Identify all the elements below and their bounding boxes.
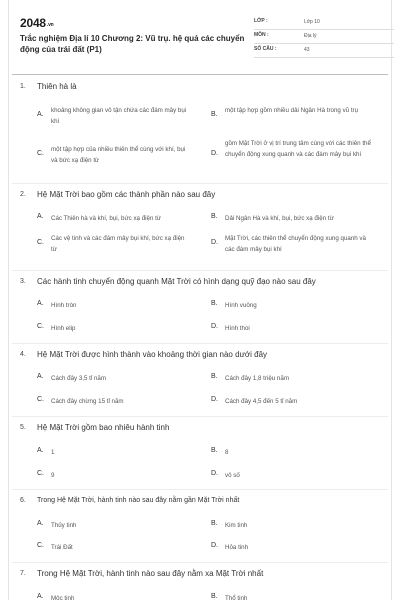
option-text: Hình thoi <box>225 325 250 332</box>
option-letter: B. <box>211 373 218 380</box>
meta-row-class <box>254 16 394 30</box>
option-letter: B. <box>211 520 218 527</box>
question-text: Các hành tinh chuyển động quanh Mặt Trời có hình dạng quỹ đạo nào sau đây <box>37 277 316 286</box>
question-7 <box>20 568 380 600</box>
option-text: khoảng không gian vô tận chứa các đám mây bụi khí <box>51 107 187 125</box>
question-3 <box>20 276 380 342</box>
question-number: 2. <box>20 191 26 198</box>
question-header <box>20 495 380 509</box>
question-text: Trong Hệ Mặt Trời, hành tinh nào sau đây nằm xa Mặt Trời nhất <box>37 569 264 578</box>
option-text: Cách đây 1,8 triệu năm <box>225 375 289 382</box>
question-header <box>20 568 380 582</box>
question-number: 5. <box>20 424 26 431</box>
option-text: Dải Ngân Hà và khí, bụi, bức xạ điện từ <box>225 215 334 222</box>
question-2 <box>20 189 380 269</box>
question-divider <box>12 416 388 417</box>
option-letter: D. <box>211 396 218 403</box>
option-letter: C. <box>37 542 44 549</box>
option-letter: D. <box>211 150 218 157</box>
option-letter: A. <box>37 593 44 600</box>
question-4 <box>20 349 380 415</box>
option-text: Kim tinh <box>225 522 248 529</box>
question-text: Hệ Mặt Trời được hình thành vào khoảng thời gian nào dưới đây <box>37 350 268 359</box>
meta-key: SỐ CÂU : <box>254 46 277 52</box>
question-header <box>20 81 380 95</box>
option-letter: A. <box>37 373 44 380</box>
meta-info-table <box>254 16 394 58</box>
meta-value: Địa lý <box>304 33 317 39</box>
question-divider <box>12 270 388 271</box>
option-text: Cách đây chừng 15 tỉ năm <box>51 398 124 405</box>
site-logo[interactable] <box>20 16 54 30</box>
option-text: 1 <box>51 449 55 456</box>
option-text: một tập hợp của nhiều thiên thể cùng với khí, bụi và bức xạ điện từ <box>51 146 186 164</box>
meta-key: MÔN : <box>254 32 269 38</box>
question-1 <box>20 81 380 181</box>
option-letter: D. <box>211 323 218 330</box>
meta-key: LỚP : <box>254 18 268 24</box>
option-letter: C. <box>37 396 44 403</box>
option-text: Các Thiên hà và khí, bụi, bức xạ điện từ <box>51 215 161 222</box>
option-letter: B. <box>211 111 218 118</box>
question-5 <box>20 422 380 488</box>
option-letter: C. <box>37 239 44 246</box>
meta-row-question-count <box>254 44 394 58</box>
option-letter: B. <box>211 213 218 220</box>
option-letter: C. <box>37 470 44 477</box>
option-letter: D. <box>211 239 218 246</box>
option-letter: A. <box>37 111 44 118</box>
option-text: 9 <box>51 472 55 479</box>
page-edge-right <box>391 0 392 600</box>
question-number: 3. <box>20 278 26 285</box>
option-letter: D. <box>211 470 218 477</box>
option-text: Thủy tinh <box>51 522 77 529</box>
option-letter: C. <box>37 323 44 330</box>
option-letter: B. <box>211 593 218 600</box>
question-text: Hệ Mặt Trời gồm bao nhiêu hành tinh <box>37 423 170 432</box>
question-number: 1. <box>20 83 26 90</box>
question-header <box>20 349 380 363</box>
option-letter: B. <box>211 300 218 307</box>
meta-row-subject <box>254 30 394 44</box>
option-text: Mặt Trời, các thiên thể chuyển động xung quanh và các đám mây bụi khí <box>225 235 366 253</box>
question-divider <box>12 562 388 563</box>
option-letter: A. <box>37 447 44 454</box>
question-text: Hệ Mặt Trời bao gồm các thành phần nào sau đây <box>37 190 216 199</box>
option-text: Các vệ tinh và các đám mây bụi khí, bức xạ điện từ <box>51 235 185 253</box>
option-text: Thổ tinh <box>225 595 248 600</box>
option-text: Hình tròn <box>51 302 77 309</box>
option-text: 8 <box>225 449 229 456</box>
option-letter: D. <box>211 542 218 549</box>
option-letter: A. <box>37 520 44 527</box>
question-number: 4. <box>20 351 26 358</box>
question-divider <box>12 343 388 344</box>
question-header <box>20 422 380 436</box>
page-edge-left <box>8 0 9 600</box>
option-letter: A. <box>37 300 44 307</box>
meta-value: 43 <box>304 47 310 53</box>
question-6 <box>20 495 380 561</box>
question-header <box>20 189 380 203</box>
option-letter: C. <box>37 150 44 157</box>
meta-value: Lớp 10 <box>304 19 320 25</box>
option-text: Hỏa tinh <box>225 544 249 551</box>
option-letter: A. <box>37 213 44 220</box>
option-text: một tập hợp gồm nhiều dải Ngân Hà trong vũ trụ <box>225 107 359 114</box>
logo-main-text: 2048 <box>20 16 46 30</box>
option-text: Cách đây 4,5 đến 5 tỉ năm <box>225 398 298 405</box>
option-text: Cách đây 3,5 tỉ năm <box>51 375 107 382</box>
option-text: vô số <box>225 472 240 479</box>
document-header <box>20 12 380 70</box>
question-text: Trong Hệ Mặt Trời, hành tinh nào sau đây nằm gần Mặt Trời nhất <box>37 497 240 504</box>
option-letter: B. <box>211 447 218 454</box>
option-text: Mộc tinh <box>51 595 75 600</box>
option-text: Trái Đất <box>51 544 73 551</box>
option-text: Hình vuông <box>225 302 257 309</box>
question-number: 7. <box>20 570 26 577</box>
question-divider <box>12 183 388 184</box>
question-divider <box>12 489 388 490</box>
header-divider <box>12 74 388 75</box>
option-text: Hình elip <box>51 325 76 332</box>
logo-sub-text: .vn <box>46 22 54 28</box>
question-header <box>20 276 380 290</box>
document-title: Trắc nghiệm Địa lí 10 Chương 2: Vũ trụ. hệ quả các chuyển động của trái đất (P1) <box>20 34 245 54</box>
question-text: Thiên hà là <box>37 82 77 91</box>
option-text: gồm Mặt Trời ở vị trí trung tâm cùng với các thiên thể chuyển động xung quanh và các đám mây bụi khí <box>225 140 371 158</box>
question-number: 6. <box>20 497 26 504</box>
